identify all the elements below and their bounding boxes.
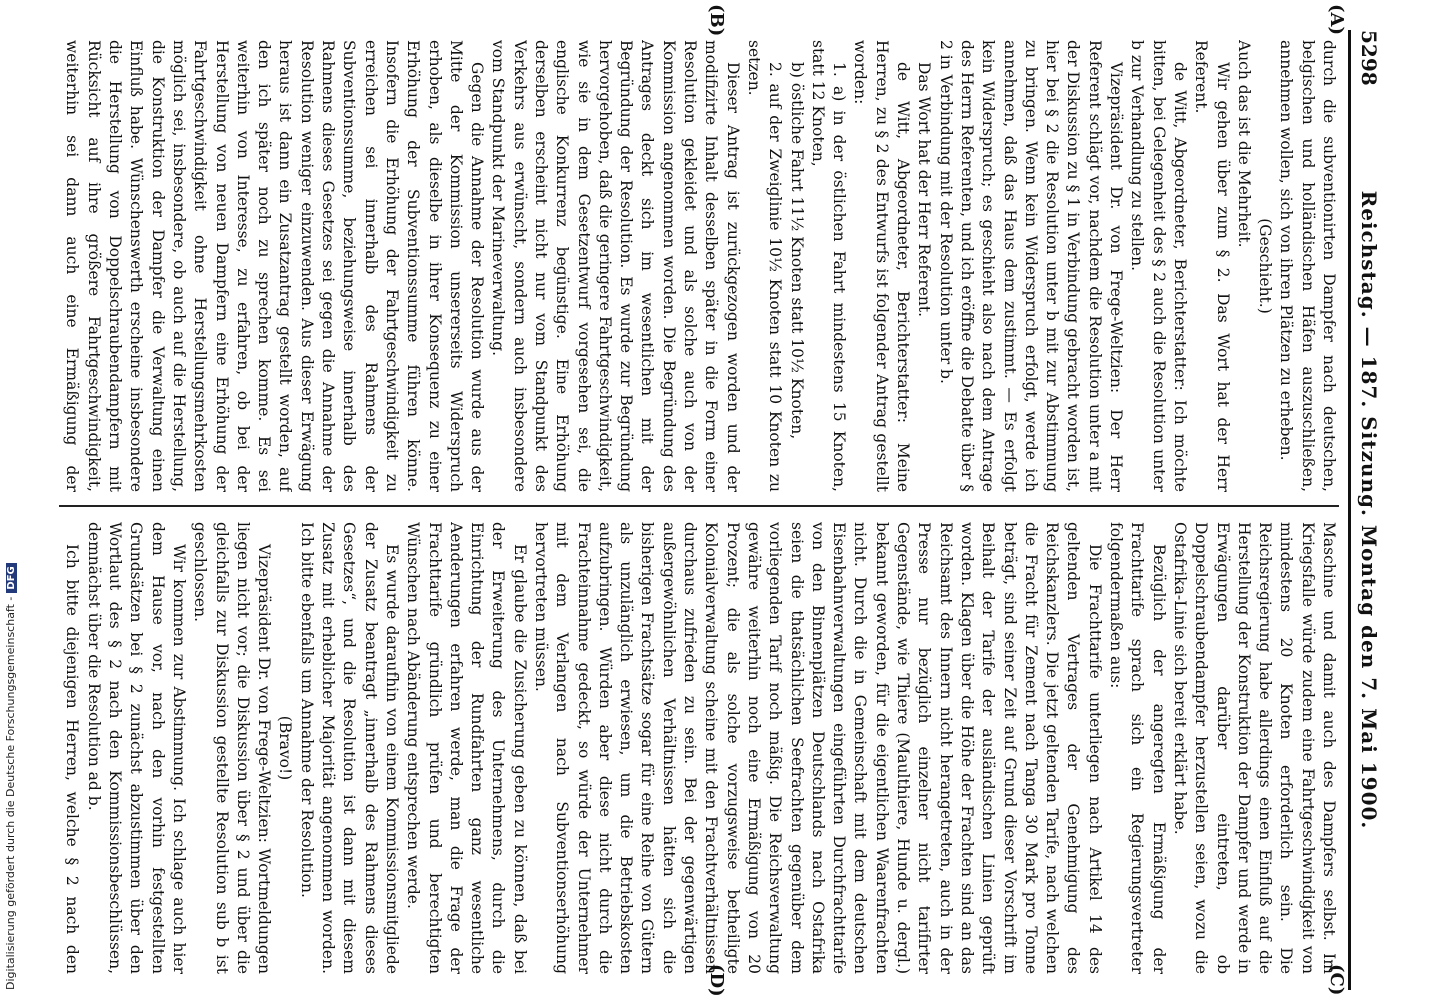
paragraph: Bezüglich der angeregten Ermäßigung der Frachttarife sprach sich ein Regierungsvertreter folgendermaßen aus:: [1107, 522, 1168, 974]
margin-marker-a: (A): [1326, 4, 1347, 35]
paragraph: Die Frachttarife unterliegen nach Artikel 14 des geltenden Vertrages der Genehmigung des Reichskanzlers. Die jetzt geltenden Tarife, nach welchen die Fracht für Zement nach Tanga 30 Mark pro Tonne beträgt, sind seiner Zeit auf Grund dieser Vorschrift im Beihalt der Tarife der ausländischen Linien geprüft worden. Klagen über die Höhe der Frachten sind an das Reichsamt des Innern nicht herangetreten, auch in der Presse nur bezüglich einzelner nicht tarifirter Gegenstände, wie Thiere (Maulthiere, Hunde u. dergl.) bekannt geworden, für die eigentlichen Waarenfrachten nicht. Durch die in Gemeinschaft mit dem deutschen Eisenbahnverwaltungen eingeführten Durchfrachttarife von den Binnenplätzen Deutschlands nach Ostafrika seien die thatsächlichen Seefrachten gegenüber dem vorliegenden Tarif noch mäßig. Die Reichsverwaltung gewähre weiterhin noch eine Ermäßigung von 20 Prozent; die als solche vorzugsweise betheiligte Kolonialverwaltung scheine mit den Frachtverhältnissen durchaus zufrieden zu sein. Bei der gegenwärtigen außergewöhnlichen Verhältnissen hätten sich die bisherigen Frachtsätze sogar für eine Reihe von Gütern als unzulänglich erwiesen, um die Betriebskosten aufzubringen. Würden aber diese nicht durch die Frachteinnahme gedeckt, so würde der Unternehmer mit dem Verlangen nach Subventionserhöhung hervortreten müssen.: [532, 522, 1104, 974]
paragraph: Das Wort hat der Herr Referent.: [915, 62, 934, 318]
paragraph: (Bravo!): [276, 715, 295, 781]
page-title: Reichstag. — 187. Sitzung. Montag den 7. Mai 1900.: [1357, 190, 1381, 830]
paragraph: Wir kommen zur Abstimmung. Ich schlage auch hier dem Hause vor, nach den vorhin festgestellten Grundsätzen bei § 2 zunächst abzustimmen über den Wortlaut des § 2 nach den Kommissionsbeschlüssen, demnächst über die Resolution ad b.: [84, 522, 188, 974]
digitization-footer: [4, 0, 20, 990]
paragraph: de Witt, Abgeordneter, Berichterstatter: Meine Herren, zu § 2 des Entwurfs ist folgender Antrag gestellt worden:: [851, 40, 913, 492]
paragraph: Ich bitte diejenigen Herren, welche § 2 nach den: [63, 544, 82, 974]
column-divider: [59, 505, 1339, 507]
page-header: [1348, 30, 1387, 990]
dfg-logo: DFG: [6, 563, 17, 592]
footer-text: Digitalisierung gefördert durch die Deutsche Forschungsgemeinschaft -: [4, 596, 17, 990]
paragraph: 1. a) in der östlichen Fahrt mindestens 15 Knoten, statt 12 Knoten,: [808, 40, 849, 492]
paragraph: b) östliche Fahrt 11½ Knoten statt 10½ Knoten,: [787, 62, 806, 440]
margin-marker-b: (B): [706, 4, 727, 37]
margin-marker-d: (D): [706, 964, 727, 997]
paragraph: Gegen die Annahme der Resolution wurde aus der Mitte der Kommission unsererseits Widerspruch erhoben, als dieselbe in ihrer Konsequenz zu einer Erhöhung der Subventionssumme führen könne. Insofern die Erhöhung der Fahrtgeschwindigkeit zu erreichen sei innerhalb des Rahmens der Subventionssumme, beziehungsweise innerhalb des Rahmens dieses Gesetzes sei gegen die Annahme der Resolution weniger einzuwenden. Aus dieser Erwägung heraus ist dann ein Zusatzantrag gestellt worden, auf den ich später noch zu sprechen komme. Es sei weiterhin von Interesse, zu erfahren, ob bei der Herstellung von neuen Dampfern eine Erhöhung der Fahrtgeschwindigkeit ohne Herstellungsmehrkosten möglich sei, insbesondere, ob auch auf die Herstellung, die Konstruktion der Dampfer die Verwaltung einen Einfluß habe. Wünschenswerth erscheine insbesondere die Herstellung von Doppelschraubendampfern mit Rücksicht auf ihre größere Fahrtgeschwindigkeit, weiterhin sei dann auch eine Ermäßigung der: [63, 40, 487, 492]
paragraph: 2. auf der Zweiglinie 10½ Knoten statt 10 Knoten zu setzen.: [744, 40, 785, 492]
paragraph: de Witt, Abgeordneter, Berichterstatter: Ich möchte bitten, bei Gelegenheit des § 2 auch die Resolution unter b zur Verhandlung zu stellen.: [1128, 40, 1189, 492]
paragraph: Wir gehen über zum § 2. Das Wort hat der Herr Referent.: [1192, 40, 1232, 492]
left-text-column: [59, 40, 1339, 492]
paragraph: Dieser Antrag ist zurückgezogen worden und der modifizirte Inhalt desselben später in die Form einer Resolution gekleidet und als solche auch von der Kommission angenommen worden. Die Begründung des Antrages deckt sich im wesentlichen mit der Begründung der Resolution. Es wurde zur Begründung hervorgehoben, daß die geringere Fahrtgeschwindigkeit, wie sie in dem Gesetzentwurf vorgesehen sei, die englische Konkurrenz begünstige. Eine Erhöhung derselben erscheint nicht nur vom Standpunkt des Verkehrs aus erwünscht, sondern auch insbesondere vom Standpunkt der Marineverwaltung.: [489, 40, 742, 492]
paragraph: Maschine und damit auch des Dampfers selbst. Im Kriegsfalle würde zudem eine Fahrtgeschwindigkeit von mindestens 20 Knoten erforderlich sein. Die Reichsregierung habe allerdings einen Einfluß auf die Herstellung der Konstruktion der Dampfer und werde in Erwägungen darüber eintreten, ob Doppelschraubendampfer herzustellen seien, wozu die Ostafrika-Linie sich bereit erklärt habe.: [1170, 522, 1338, 974]
paragraph: durch die subventionirten Dampfer nach deutschen, belgischen und holländischen Häfen auszuschließen, annehmen wollen, sich von ihren Plätzen zu erheben.: [1277, 40, 1338, 492]
paragraph: Es wurde daraufhin von einem Kommissionsmitgliede der Zusatz beantragt „innerhalb des Rahmens dieses Gesetzes“, und die Resolution ist dann mit diesem Zusatz mit erheblicher Majorität angenommen worden. Ich bitte ebenfalls um Annahme der Resolution.: [297, 522, 401, 974]
paragraph: Vizepräsident Dr. von Frege-Weltzien: Wortmeldungen liegen nicht vor; die Diskussion über § 2 und über die gleichfalls zur Diskussion gestellte Resolution sub b ist geschlossen.: [191, 522, 274, 974]
right-text-column: [59, 522, 1339, 974]
margin-marker-c: (C): [1326, 964, 1347, 996]
paragraph: Er glaube die Zusicherung geben zu können, daß bei der Erweiterung des Unternehmens, durch die Einrichtung der Rundfahrten ganz wesentliche Aenderungen erfahren werde, man die Frage der Frachttarife gründlich prüfen und berechtigten Wünschen nach Abänderung entsprechen werde.: [404, 522, 529, 974]
page-number: 5298: [1357, 30, 1381, 86]
paragraph: Auch das ist die Mehrheit.: [1234, 40, 1253, 248]
paragraph: (Geschieht.): [1256, 218, 1275, 314]
paragraph: Vizepräsident Dr. von Frege-Weltzien: Der Herr Referent schlägt vor, nachdem die Resolution unter a mit der Diskussion zu § 1 in Verbindung gebracht worden ist, hier bei § 2 die Resolution unter b mit zur Abstimmung zu bringen. Wenn kein Widerspruch erfolgt, werde ich annehmen, daß das Haus dem zustimmt. — Es erfolgt kein Widerspruch; es geschieht also nach dem Antrage des Herrn Referenten, und ich eröffne die Debatte über § 2 in Verbindung mit der Resolution unter b.: [936, 40, 1126, 492]
document-sheet: [47, 4, 1387, 997]
